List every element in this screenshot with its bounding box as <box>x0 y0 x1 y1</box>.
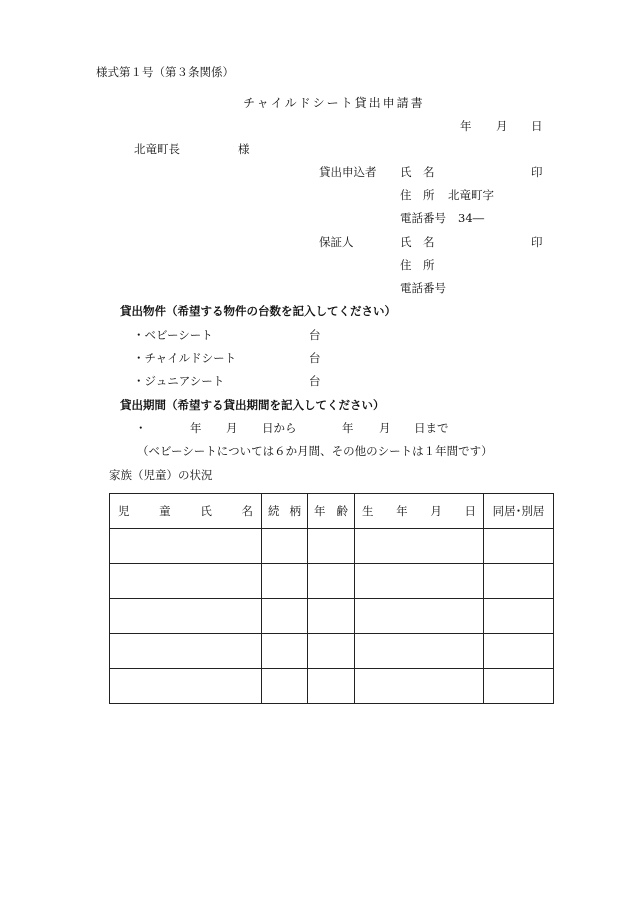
col-birth-char: 生 <box>362 504 374 518</box>
item-junior-seat-label: ・ジュニアシート <box>133 374 225 388</box>
page-title: チャイルドシート貸出申請書 <box>243 96 425 110</box>
family-table-header <box>110 494 554 529</box>
col-name-char: 氏 <box>200 504 212 518</box>
age-cell[interactable] <box>308 634 355 669</box>
child-name-cell[interactable] <box>110 634 262 669</box>
date-month-label: 月 <box>496 119 508 133</box>
family-heading: 家族（児童）の状況 <box>109 468 213 482</box>
relation-cell[interactable] <box>262 564 308 599</box>
item-baby-seat-label: ・ベビーシート <box>133 328 213 342</box>
period-to-day: 日まで <box>414 421 449 435</box>
living-cell[interactable] <box>484 564 554 599</box>
family-table <box>109 493 554 704</box>
col-relation-char: 柄 <box>289 504 301 518</box>
col-name-char: 名 <box>241 504 253 518</box>
relation-cell[interactable] <box>262 669 308 704</box>
col-age-char: 齢 <box>336 504 348 518</box>
period-to-year: 年 <box>342 421 354 435</box>
applicant-address-label: 住 所 <box>400 188 435 202</box>
date-year-label: 年 <box>460 119 472 133</box>
col-birth-char: 年 <box>396 504 408 518</box>
age-cell[interactable] <box>308 529 355 564</box>
col-child-name-header <box>110 494 262 529</box>
guarantor-label: 保証人 <box>319 235 354 249</box>
guarantor-phone-label: 電話番号 <box>400 281 446 295</box>
col-name-char: 童 <box>159 504 171 518</box>
relation-cell[interactable] <box>262 529 308 564</box>
period-heading: 貸出期間（希望する貸出期間を記入してください） <box>120 398 385 412</box>
birthdate-cell[interactable] <box>355 669 484 704</box>
addressee-name: 北竜町長 <box>134 142 180 156</box>
col-living-header: 同居･別居 <box>484 494 554 529</box>
col-birthdate-header <box>355 494 484 529</box>
child-name-cell[interactable] <box>110 529 262 564</box>
relation-cell[interactable] <box>262 599 308 634</box>
item-junior-seat-unit: 台 <box>309 374 321 388</box>
col-name-char: 児 <box>118 504 130 518</box>
age-cell[interactable] <box>308 599 355 634</box>
col-age-header <box>308 494 355 529</box>
guarantor-name-label: 氏 名 <box>400 235 435 249</box>
table-row <box>110 599 554 634</box>
birthdate-cell[interactable] <box>355 564 484 599</box>
table-row <box>110 634 554 669</box>
living-cell[interactable] <box>484 634 554 669</box>
age-cell[interactable] <box>308 564 355 599</box>
col-birth-char: 月 <box>430 504 442 518</box>
col-relation-header <box>262 494 308 529</box>
living-cell[interactable] <box>484 669 554 704</box>
guarantor-address-label: 住 所 <box>400 258 435 272</box>
relation-cell[interactable] <box>262 634 308 669</box>
applicant-address-value: 北竜町字 <box>448 188 494 202</box>
birthdate-cell[interactable] <box>355 634 484 669</box>
child-name-cell[interactable] <box>110 669 262 704</box>
applicant-name-label: 氏 名 <box>400 165 435 179</box>
period-to-month: 月 <box>379 421 391 435</box>
applicant-phone-value: 34― <box>458 211 485 225</box>
date-day-label: 日 <box>531 119 543 133</box>
table-row <box>110 564 554 599</box>
child-name-cell[interactable] <box>110 599 262 634</box>
item-baby-seat-unit: 台 <box>309 328 321 342</box>
applicant-seal: 印 <box>531 165 543 179</box>
period-note: （ベビーシートについては６か月間、その他のシートは１年間です） <box>137 444 493 458</box>
birthdate-cell[interactable] <box>355 529 484 564</box>
col-relation-char: 続 <box>268 504 280 518</box>
period-bullet: ・ <box>135 421 147 435</box>
col-age-char: 年 <box>314 504 326 518</box>
items-heading: 貸出物件（希望する物件の台数を記入してください） <box>120 304 396 318</box>
living-cell[interactable] <box>484 599 554 634</box>
applicant-phone-label: 電話番号 <box>400 211 446 225</box>
period-from-day: 日から <box>262 421 297 435</box>
period-from-year: 年 <box>190 421 202 435</box>
table-row <box>110 669 554 704</box>
applicant-label: 貸出申込者 <box>319 165 377 179</box>
col-birth-char: 日 <box>464 504 476 518</box>
birthdate-cell[interactable] <box>355 599 484 634</box>
form-number: 様式第１号（第３条関係） <box>96 65 234 79</box>
period-from-month: 月 <box>226 421 238 435</box>
item-child-seat-label: ・チャイルドシート <box>133 351 237 365</box>
item-child-seat-unit: 台 <box>309 351 321 365</box>
addressee-honorific: 様 <box>238 142 250 156</box>
child-name-cell[interactable] <box>110 564 262 599</box>
age-cell[interactable] <box>308 669 355 704</box>
table-row <box>110 529 554 564</box>
living-cell[interactable] <box>484 529 554 564</box>
guarantor-seal: 印 <box>531 235 543 249</box>
